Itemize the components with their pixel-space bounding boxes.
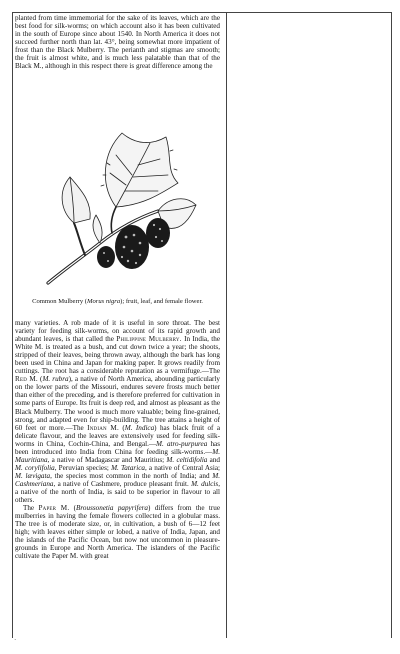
species-name: M. corylifolia (15, 463, 55, 472)
left-rule (12, 12, 13, 638)
text-run: ( (37, 375, 43, 384)
species-name: M. Cashmeriana (15, 471, 221, 488)
figure-caption (15, 298, 220, 306)
caption-text-end: ); fruit, leaf, and female flower. (120, 298, 203, 305)
species-name: M. celtidifolia (166, 455, 208, 464)
term-red-mulberry: Red M. (15, 375, 38, 384)
text-run: ), a native of North America, abounding particularly on the lower parts of the Missouri, endures severe frosts much better than either of the preceding, and is therefore preferred for cultivation in some parts of Europe. Its fruit is deep red, and almost as pleasant as the Black Mulberry. The wood is much more valuable; being fine-grained, strong, and adapted even for ship-building. The tree attains a height of 60 feet or more.—The (15, 375, 220, 432)
term-paper-mulberry: Paper M. (38, 504, 70, 513)
text-run: ( (69, 504, 77, 513)
top-rule (12, 12, 392, 13)
species-name: Broussonetia papyrifera (76, 504, 148, 513)
right-rule (391, 12, 392, 638)
text-run: , a native of Cashmere, produce pleasant fruit. (53, 479, 192, 488)
species-name: M. Tatarica (111, 463, 145, 472)
species-name: M. rubra (42, 375, 69, 384)
caption-text-start: Common Mulberry ( (32, 298, 88, 305)
paragraph-paper-mulberry (15, 504, 220, 560)
text-run: , a native of the north of India, is said to be superior in flavour to all others. (15, 479, 220, 505)
text-run: , the species most common in the north of India; and (50, 471, 213, 480)
page-corner-mark: · (14, 636, 17, 644)
caption-species-name: Morus nigra (87, 298, 121, 305)
text-run: has been introduced into India from China for feeding silk-worms.— (15, 439, 220, 456)
column-divider (226, 12, 227, 638)
article-text-top (15, 14, 220, 70)
species-name: M. dulcis (191, 479, 219, 488)
paragraph-varieties (15, 319, 220, 504)
text-run: many varieties. A rob made of it is useful in sore throat. The best variety for feeding silk-worms, on account of its rapid growth and abundant leaves, is that called the (15, 319, 220, 344)
species-name: M. Indica (124, 423, 155, 432)
text-run: and (207, 455, 220, 464)
term-philippine-mulberry: Philippine Mulberry. (116, 335, 182, 344)
paragraph-top: planted from time immemorial for the sake of its leaves, which are the best food for silk-worms; on which account also it has been cultivated in the south of Europe since about 1540. In North America it does not succeed further north than lat. 43°, being somewhat more impatient of frost than the Black Mulberry. The perianth and stigmas are smooth; the fruit is almost white, and is much less palatable than that of the Black M., although in this respect there is great difference among the (15, 14, 220, 71)
species-name: M. atro-purpurea (156, 439, 208, 448)
term-indian-mulberry: Indian M. (87, 423, 119, 432)
text-run: , a native of Central Asia; (144, 463, 220, 472)
text-run: The (23, 504, 39, 513)
species-name: M. Mauritiana (15, 447, 220, 464)
text-run: ) has black fruit of a delicate flavour, and the leaves are extensively used for feeding silk-worms in China, Cochin-China, and Bengal.— (15, 423, 220, 448)
text-run: , Peruvian species; (54, 463, 112, 472)
text-run: ) differs from the true mulberries in having the female flowers collected in a globular mass. The tree is of moderate size, or, in cultivation, a bush of 6—12 feet high; with leaves either simple or lobed, a native of India, Japan, and the islands of the Pacific Ocean, but now not uncommon in pleasure-grounds in Europe and North America. The islanders of the Pacific cultivate the Paper M. with great (15, 504, 220, 561)
mulberry-engraving-icon (40, 115, 200, 293)
text-run: In India, the White M. is treated as a bush, and cut down twice a year; the shoots, stripped of their leaves, being thrown away, although the bark has long been used in China and Japan for making paper. It grows readily from cuttings. The root has a considerable reputation as a vermifuge.—The (15, 335, 220, 376)
text-run: , a native of Madagascar and Mauritius; (47, 455, 167, 464)
text-run: ( (118, 423, 125, 432)
article-text-bottom (15, 319, 220, 560)
species-name: M. lævigata (15, 471, 51, 480)
